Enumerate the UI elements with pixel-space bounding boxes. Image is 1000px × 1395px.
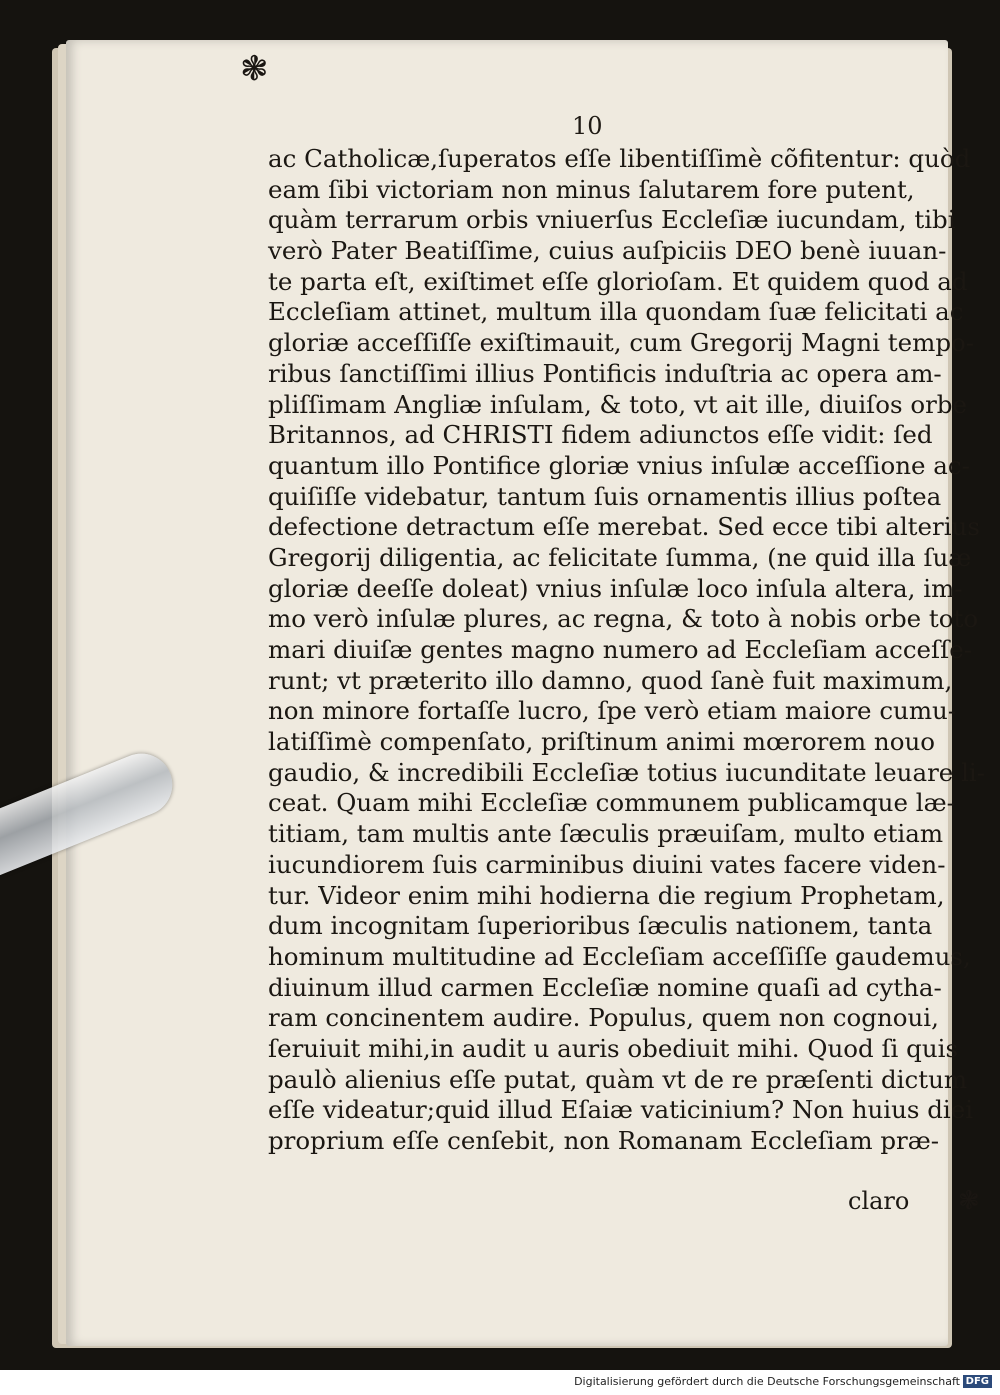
fleuron-icon: ❃ [958, 1186, 980, 1216]
text-line: quiſiſſe videbatur, tantum ſuis ornamentis illius poſtea [268, 481, 942, 511]
text-line: tur. Videor enim mihi hodierna die regium Prophetam, [268, 880, 945, 910]
text-line: gaudio, & incredibili Eccleſiæ totius iucunditate leuare li- [268, 757, 986, 787]
text-line: ram concinentem audire. Populus, quem non cognoui, [268, 1003, 939, 1033]
dfg-logo: DFG [963, 1375, 992, 1388]
text-line: paulò alienius eſſe putat, quàm vt de re præſenti dictum [268, 1064, 968, 1094]
text-line: quàm terrarum orbis vniuerſus Eccleſiæ iucundam, tibi [268, 205, 956, 235]
text-line: ac Catholicæ,ſuperatos eſſe libentiſſimè cõfitentur: quòd [268, 144, 971, 173]
text-line: Britannos, ad CHRISTI fidem adiunctos eſſe vidit: ſed [268, 420, 933, 450]
text-line: runt; vt præterito illo damno, quod ſanè fuit maximum, [268, 665, 953, 695]
footer-bar [0, 1370, 1000, 1395]
text-line: proprium eſſe cenſebit, non Romanam Eccleſiam præ- [268, 1126, 940, 1155]
text-line: gloriæ deeſſe doleat) vnius inſulæ loco inſula altera, im- [268, 573, 963, 603]
body-text [268, 144, 986, 1157]
text-line: quantum illo Pontifice gloriæ vnius inſulæ acceſſione ac- [268, 450, 970, 480]
footer-credit: Digitalisierung gefördert durch die Deutsche Forschungsgemeinschaft [574, 1375, 960, 1388]
text-line: verò Pater Beatiſſime, cuius auſpiciis DEO benè iuuan- [268, 236, 947, 266]
fleuron-icon: ❃ [240, 49, 269, 89]
text-line: titiam, tam multis ante ſæculis præuiſam, multo etiam [268, 819, 944, 849]
text-line: hominum multitudine ad Eccleſiam acceſſiſſe gaudemus, [268, 941, 971, 971]
text-line: dum incognitam ſuperioribus ſæculis nationem, tanta [268, 911, 933, 941]
text-line: eam ſibi victoriam non minus ſalutarem fore putent, [268, 174, 915, 204]
text-line: ribus ſanctiſſimi illius Pontificis induſtria ac opera am- [268, 358, 942, 388]
catchword: claro [848, 1187, 910, 1215]
text-line: eſſe videatur;quid illud Eſaiæ vaticinium? Non huius diei [268, 1095, 974, 1125]
text-line: mo verò inſulæ plures, ac regna, & toto à nobis orbe toto [268, 604, 979, 634]
text-line: pliſſimam Angliæ inſulam, & toto, vt ait ille, diuiſos orbe [268, 389, 967, 419]
text-line: mari diuiſæ gentes magno numero ad Eccleſiam acceſſe- [268, 635, 972, 664]
text-line: gloriæ acceſſiſſe exiſtimauit, cum Gregorij Magni tempo- [268, 328, 975, 358]
text-line: te parta eſt, exiſtimet eſſe glorioſam. Et quidem quod ad [268, 266, 968, 296]
text-line: non minore fortaſſe lucro, ſpe verò etiam maiore cumu- [268, 696, 957, 726]
text-line: diuinum illud carmen Eccleſiæ nomine quaſi ad cytha- [268, 972, 942, 1002]
text-line: Gregorij diligentia, ac felicitate ſumma, (ne quid illa ſuæ [268, 542, 972, 572]
text-line: defectione detractum eſſe merebat. Sed ecce tibi alterius [268, 512, 980, 542]
text-line: ceat. Quam mihi Eccleſiæ communem publicamque læ- [268, 788, 955, 818]
page-number: 10 [572, 112, 603, 140]
text-line: iucundiorem ſuis carminibus diuini vates facere viden- [268, 849, 946, 879]
text-line: Eccleſiam attinet, multum illa quondam ſuæ felicitati ac [268, 297, 964, 327]
text-line: latiſſimè compenſato, priſtinum animi mœrorem nouo [268, 727, 935, 757]
text-line: ſeruiuit mihi,in audit u auris obediuit mihi. Quod ſi quis [268, 1033, 959, 1063]
